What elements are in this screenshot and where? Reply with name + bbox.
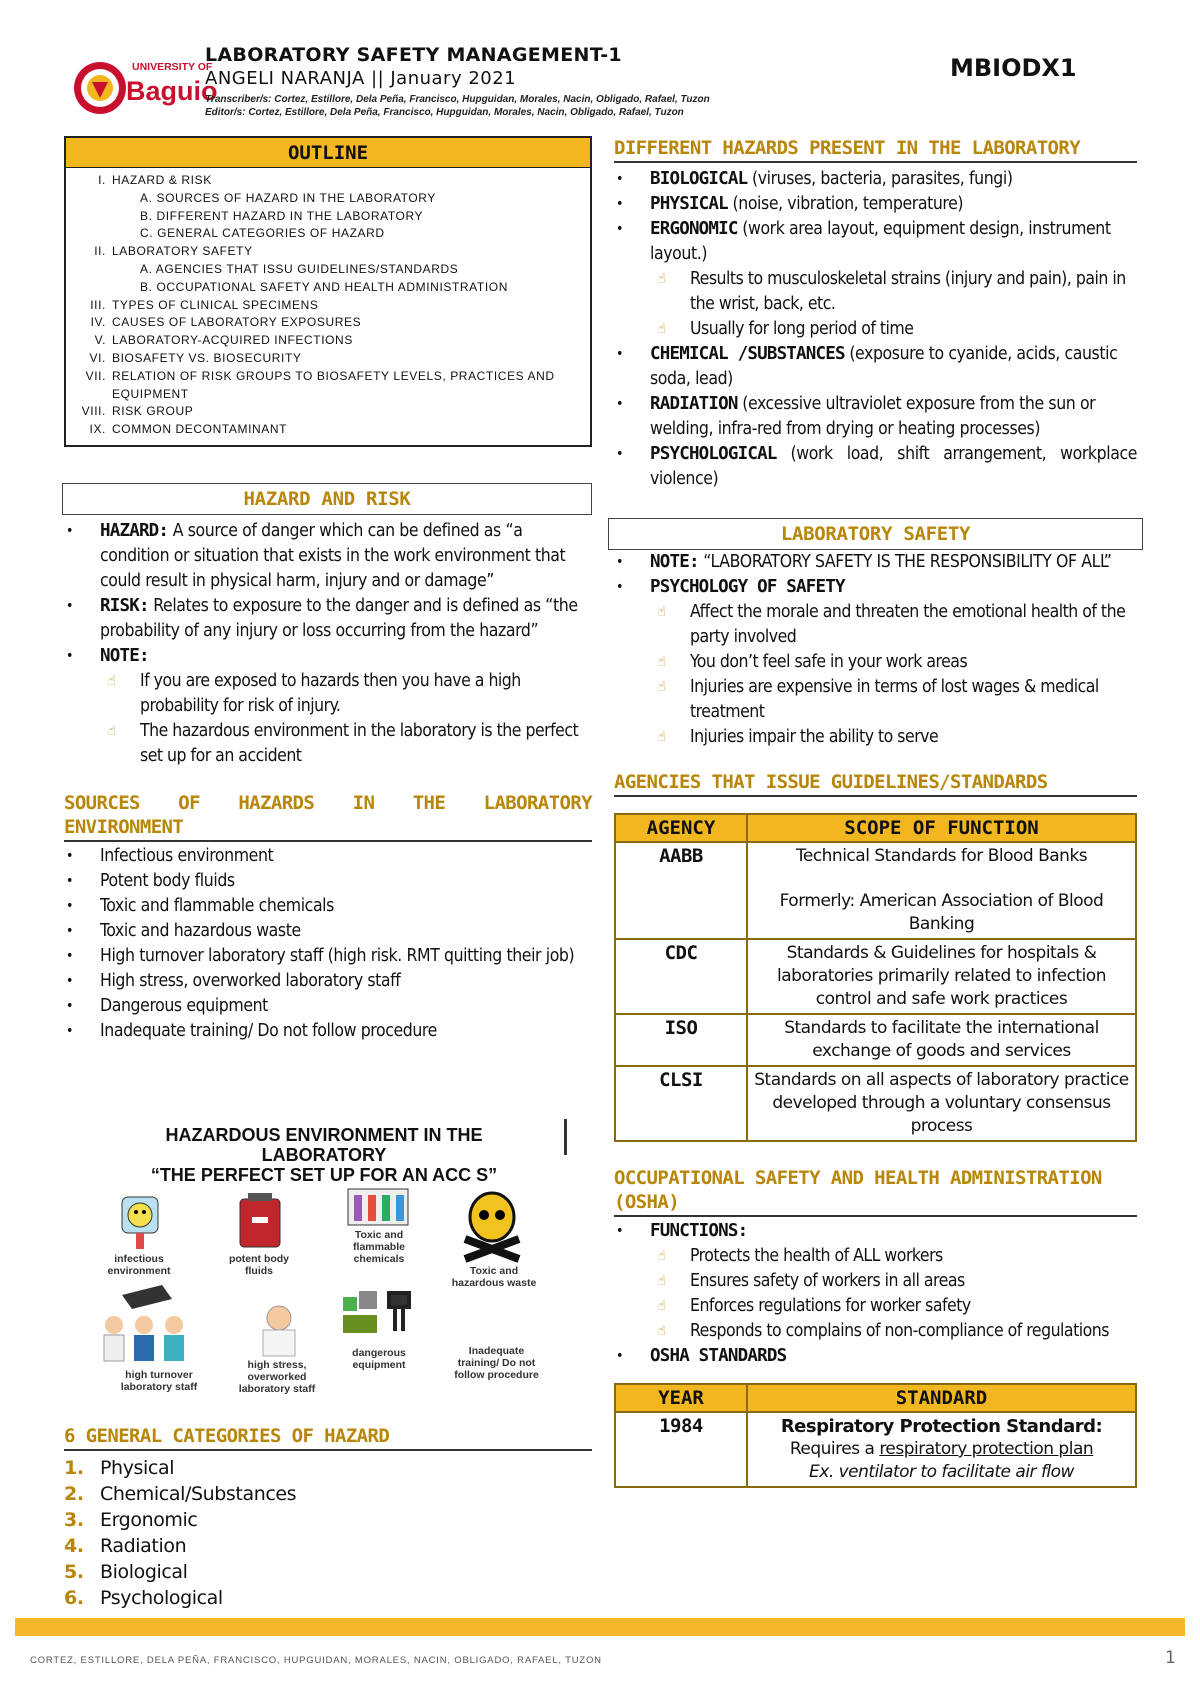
- university-logo: [72, 48, 218, 126]
- outline-text: COMMON DECONTAMINANT: [112, 422, 288, 437]
- outline-text: TYPES OF CLINICAL SPECIMENS: [112, 297, 319, 312]
- list-item: • High turnover laboratory staff (high risk. RMT quitting their job): [64, 944, 592, 969]
- list-number: 5.: [64, 1561, 84, 1583]
- agency-cell: CDC: [615, 939, 747, 1014]
- outline-item: [72, 172, 584, 190]
- outline-item: [72, 297, 584, 315]
- scope-cell: [747, 939, 1136, 1014]
- standard-cell: Respiratory Protection Standard: Requires a respiratory protection plan Ex. ventilator to facilitate air flow: [747, 1412, 1136, 1487]
- list-text: Biological: [100, 1561, 188, 1583]
- course-code: MBIODX1: [950, 54, 1077, 82]
- sources-heading: SOURCES OF HAZARDS IN THE LABORATORY ENVIRONMENT: [64, 791, 592, 842]
- different-hazards-list: [614, 167, 1137, 492]
- outline-title: OUTLINE: [66, 138, 590, 168]
- agency-cell: AABB: [615, 842, 747, 939]
- infectious-icon: [114, 1193, 164, 1251]
- outline-numeral: [72, 279, 112, 297]
- categories-section: [64, 1424, 592, 1611]
- table-row: [615, 1014, 1136, 1066]
- agency-col-header: AGENCY: [615, 814, 747, 842]
- body-fluids-icon: [234, 1193, 288, 1251]
- table-row: [615, 842, 1136, 939]
- outline-numeral: IX.: [89, 422, 106, 437]
- psychological-item: • PSYCHOLOGICAL (work load, shift arrangement, workplace violence): [614, 442, 1137, 492]
- lab-safety-heading: LABORATORY SAFETY: [608, 518, 1143, 550]
- categories-heading: 6 GENERAL CATEGORIES OF HAZARD: [64, 1424, 592, 1451]
- left-column: [64, 136, 592, 1044]
- outline-item: [72, 421, 584, 439]
- outline-item: [72, 208, 584, 226]
- list-item: [64, 1585, 592, 1611]
- list-number: 1.: [64, 1457, 84, 1479]
- radiation-item: • RADIATION (excessive ultraviolet exposure from the sun or welding, infra-red from drying or heating processes): [614, 392, 1137, 442]
- list-number: 3.: [64, 1509, 84, 1531]
- list-item: ☝ Injuries impair the ability to serve: [650, 725, 1137, 750]
- figure-title-1: HAZARDOUS ENVIRONMENT IN THE: [165, 1125, 483, 1145]
- list-item: [64, 1533, 592, 1559]
- ergonomic-sub-1: ☝ Results to musculoskeletal strains (injury and pain), pain in the wrist, back, etc.: [650, 267, 1137, 317]
- outline-numeral: IV.: [90, 315, 106, 330]
- year-col-header: YEAR: [615, 1384, 747, 1412]
- outline-text: B. DIFFERENT HAZARD IN THE LABORATORY: [140, 208, 424, 223]
- author-date: ANGELI NARANJA || January 2021: [205, 68, 517, 89]
- outline-list: [66, 168, 590, 445]
- osha-list: [614, 1219, 1137, 1369]
- list-item: ☝ Responds to complains of non-compliance of regulations: [650, 1319, 1137, 1344]
- chemicals-icon: [346, 1187, 410, 1227]
- footer-bar: [15, 1618, 1185, 1636]
- hazard-risk-list: [64, 519, 592, 769]
- note-2: ☝ The hazardous environment in the laboratory is the perfect set up for an accident: [100, 719, 592, 769]
- scope-note: Formerly: American Association of Blood Banking: [779, 891, 1104, 934]
- outline-item: [72, 279, 584, 297]
- agencies-heading: AGENCIES THAT ISSUE GUIDELINES/STANDARDS: [614, 770, 1137, 797]
- figure-title-3: “THE PERFECT SET UP FOR AN ACC S”: [150, 1165, 498, 1185]
- list-item: ☝ Ensures safety of workers in all areas: [650, 1269, 1137, 1294]
- categories-list: [64, 1455, 592, 1611]
- outline-text: CAUSES OF LABORATORY EXPOSURES: [112, 315, 362, 330]
- osha-standards-table: [614, 1383, 1137, 1488]
- outline-numeral: I.: [98, 173, 106, 187]
- list-item: • Toxic and hazardous waste: [64, 919, 592, 944]
- list-item: • Infectious environment: [64, 844, 592, 869]
- outline-item: [72, 403, 584, 421]
- hazard-definition: • HAZARD: A source of danger which can be defined as “a condition or situation that exists in the work environment that could result in physical harm, injury and or damage”: [64, 519, 592, 594]
- lab-safety-note: • NOTE: “LABORATORY SAFETY IS THE RESPONSIBILITY OF ALL”: [614, 550, 1137, 575]
- caption-infectious: infectious environment: [107, 1253, 171, 1277]
- list-item: ☝ Affect the morale and threaten the emotional health of the party involved: [650, 600, 1137, 650]
- agency-cell: ISO: [615, 1014, 747, 1066]
- staff-icon: [94, 1285, 194, 1365]
- outline-numeral: VIII.: [81, 404, 106, 419]
- outline-text: A. SOURCES OF HAZARD IN THE LABORATORY: [140, 190, 436, 205]
- outline-text: HAZARD & RISK: [112, 173, 212, 187]
- outline-numeral: [72, 190, 112, 208]
- scope-text: Standards to facilitate the international exchange of goods and services: [784, 1018, 1099, 1061]
- list-number: 6.: [64, 1587, 84, 1609]
- figure-title-2: LABORATORY: [261, 1145, 387, 1165]
- list-item: ☝ Enforces regulations for worker safety: [650, 1294, 1137, 1319]
- list-text: Physical: [100, 1457, 175, 1479]
- outline-text: RISK GROUP: [112, 404, 194, 419]
- svg-text:Baguio: Baguio: [126, 76, 218, 106]
- list-item: [64, 1559, 592, 1585]
- outline-text: C. GENERAL CATEGORIES OF HAZARD: [140, 226, 385, 241]
- outline-text: LABORATORY SAFETY: [112, 244, 253, 259]
- outline-numeral: [72, 225, 112, 243]
- list-item: [64, 1507, 592, 1533]
- list-text: Ergonomic: [100, 1509, 198, 1531]
- list-item: [64, 1481, 592, 1507]
- outline-item: [72, 243, 584, 261]
- list-item: [64, 1455, 592, 1481]
- outline-numeral: III.: [90, 297, 106, 312]
- transcribers: Transcriber/s: Cortez, Estillore, Dela Peña, Francisco, Hupguidan, Morales, Nacin, Obligado, Rafael, Tuzon: [205, 94, 710, 105]
- risk-definition: • RISK: Relates to exposure to the danger and is defined as “the probability of any injury or loss occurring from the hazard”: [64, 594, 592, 644]
- list-item: ☝ Injuries are expensive in terms of lost wages & medical treatment: [650, 675, 1137, 725]
- ergonomic-sub-2: ☝ Usually for long period of time: [650, 317, 1137, 342]
- outline-numeral: VII.: [85, 368, 106, 383]
- editors: Editor/s: Cortez, Estillore, Dela Peña, Francisco, Hupguidan, Morales, Nacin, Obligado, Rafael, Tuzon: [205, 107, 684, 118]
- table-row: [615, 1412, 1136, 1487]
- list-number: 4.: [64, 1535, 84, 1557]
- scope-cell: [747, 1014, 1136, 1066]
- outline-item: [72, 368, 584, 404]
- note-1: ☝ If you are exposed to hazards then you have a high probability for risk of injury.: [100, 669, 592, 719]
- caption-stress: high stress, overworked laboratory staff: [238, 1359, 316, 1395]
- caption-fluids: potent body fluids: [228, 1253, 290, 1277]
- scope-cell: [747, 1066, 1136, 1141]
- caption-staff: high turnover laboratory staff: [120, 1369, 198, 1393]
- stress-icon: [249, 1300, 309, 1360]
- outline-text: RELATION OF RISK GROUPS TO BIOSAFETY LEVELS, PRACTICES AND EQUIPMENT: [112, 368, 555, 401]
- different-hazards-heading: DIFFERENT HAZARDS PRESENT IN THE LABORATORY: [614, 136, 1137, 163]
- physical-item: • PHYSICAL (noise, vibration, temperature): [614, 192, 1137, 217]
- caption-training: Inadequate training/ Do not follow procedure: [454, 1345, 539, 1381]
- note-item: • NOTE: ☝ If you are exposed to hazards then you have a high probability for risk of injury. ☝ The hazardous environment in the laboratory is the perfect set up for an accident: [64, 644, 592, 769]
- outline-text: A. AGENCIES THAT ISSU GUIDELINES/STANDARDS: [140, 261, 459, 276]
- osha-standards: • OSHA STANDARDS: [614, 1344, 1137, 1369]
- outline-numeral: V.: [94, 333, 106, 348]
- ergonomic-item: • ERGONOMIC (work area layout, equipment design, instrument layout.) ☝ Results to musculoskeletal strains (injury and pain), pain in the wrist, back, etc. ☝ Usually for long period of time: [614, 217, 1137, 342]
- outline-box: [64, 136, 592, 447]
- standard-col-header: STANDARD: [747, 1384, 1136, 1412]
- hazardous-environment-figure: [64, 1125, 592, 1415]
- outline-text: BIOSAFETY VS. BIOSECURITY: [112, 350, 302, 365]
- agencies-table: [614, 813, 1137, 1142]
- list-item: • Dangerous equipment: [64, 994, 592, 1019]
- svg-text:UNIVERSITY OF: UNIVERSITY OF: [132, 61, 213, 73]
- document-title: LABORATORY SAFETY MANAGEMENT-1: [205, 44, 622, 66]
- caption-chemicals: Toxic and flammable chemicals: [353, 1229, 405, 1265]
- year-cell: 1984: [615, 1412, 747, 1487]
- outline-numeral: [72, 208, 112, 226]
- list-item: ☝ You don’t feel safe in your work areas: [650, 650, 1137, 675]
- chemical-item: • CHEMICAL /SUBSTANCES (exposure to cyanide, acids, caustic soda, lead): [614, 342, 1137, 392]
- page-number: 1: [1165, 1648, 1176, 1668]
- table-row: [615, 939, 1136, 1014]
- outline-item: [72, 350, 584, 368]
- list-text: Chemical/Substances: [100, 1483, 297, 1505]
- osha-heading: OCCUPATIONAL SAFETY AND HEALTH ADMINISTRATION (OSHA): [614, 1166, 1137, 1217]
- figure-divider: [564, 1119, 567, 1155]
- outline-item: [72, 261, 584, 279]
- scope-text: Standards on all aspects of laboratory practice developed through a voluntary consensus process: [754, 1070, 1129, 1136]
- osha-functions: • FUNCTIONS: ☝ Protects the health of ALL workers ☝ Ensures safety of workers in all areas ☝ Enforces regulations for worker safety ☝ Responds to complains of non-compliance of regulations: [614, 1219, 1137, 1344]
- scope-col-header: SCOPE OF FUNCTION: [747, 814, 1136, 842]
- scope-text: Standards & Guidelines for hospitals & laboratories primarily related to infection control and safe work practices: [777, 943, 1106, 1009]
- right-column: [614, 136, 1137, 1488]
- list-text: Radiation: [100, 1535, 187, 1557]
- list-item: • High stress, overworked laboratory staff: [64, 969, 592, 994]
- skull-icon: [459, 1189, 525, 1263]
- outline-numeral: [72, 261, 112, 279]
- outline-text: LABORATORY-ACQUIRED INFECTIONS: [112, 333, 353, 348]
- hazard-risk-heading: HAZARD AND RISK: [62, 483, 592, 515]
- list-number: 2.: [64, 1483, 84, 1505]
- scope-text: Technical Standards for Blood Banks: [795, 846, 1088, 866]
- agency-cell: CLSI: [615, 1066, 747, 1141]
- outline-item: [72, 225, 584, 243]
- list-item: • Toxic and flammable chemicals: [64, 894, 592, 919]
- caption-waste: Toxic and hazardous waste: [451, 1265, 537, 1289]
- list-item: • Potent body fluids: [64, 869, 592, 894]
- table-row: [615, 1066, 1136, 1141]
- outline-numeral: II.: [94, 244, 106, 259]
- biological-item: • BIOLOGICAL (viruses, bacteria, parasites, fungi): [614, 167, 1137, 192]
- sources-list: [64, 844, 592, 1044]
- outline-text: B. OCCUPATIONAL SAFETY AND HEALTH ADMINISTRATION: [140, 279, 508, 294]
- lab-safety-list: [614, 550, 1137, 750]
- psychology-of-safety: • PSYCHOLOGY OF SAFETY ☝ Affect the morale and threaten the emotional health of the party involved ☝ You don’t feel safe in your work areas ☝ Injuries are expensive in terms of lost wages & medical treatment ☝ Injuries impair the ability to serve: [614, 575, 1137, 750]
- outline-item: [72, 190, 584, 208]
- footer-names: CORTEZ, ESTILLORE, DELA PEÑA, FRANCISCO, HUPGUIDAN, MORALES, NACIN, OBLIGADO, RAFAEL, TUZON: [30, 1655, 602, 1666]
- list-item: • Inadequate training/ Do not follow procedure: [64, 1019, 592, 1044]
- list-item: ☝ Protects the health of ALL workers: [650, 1244, 1137, 1269]
- list-text: Psychological: [100, 1587, 223, 1609]
- outline-item: [72, 332, 584, 350]
- outline-item: [72, 314, 584, 332]
- equipment-icon: [339, 1287, 419, 1337]
- scope-cell: [747, 842, 1136, 939]
- caption-equipment: dangerous equipment: [352, 1347, 406, 1371]
- outline-numeral: VI.: [89, 350, 106, 365]
